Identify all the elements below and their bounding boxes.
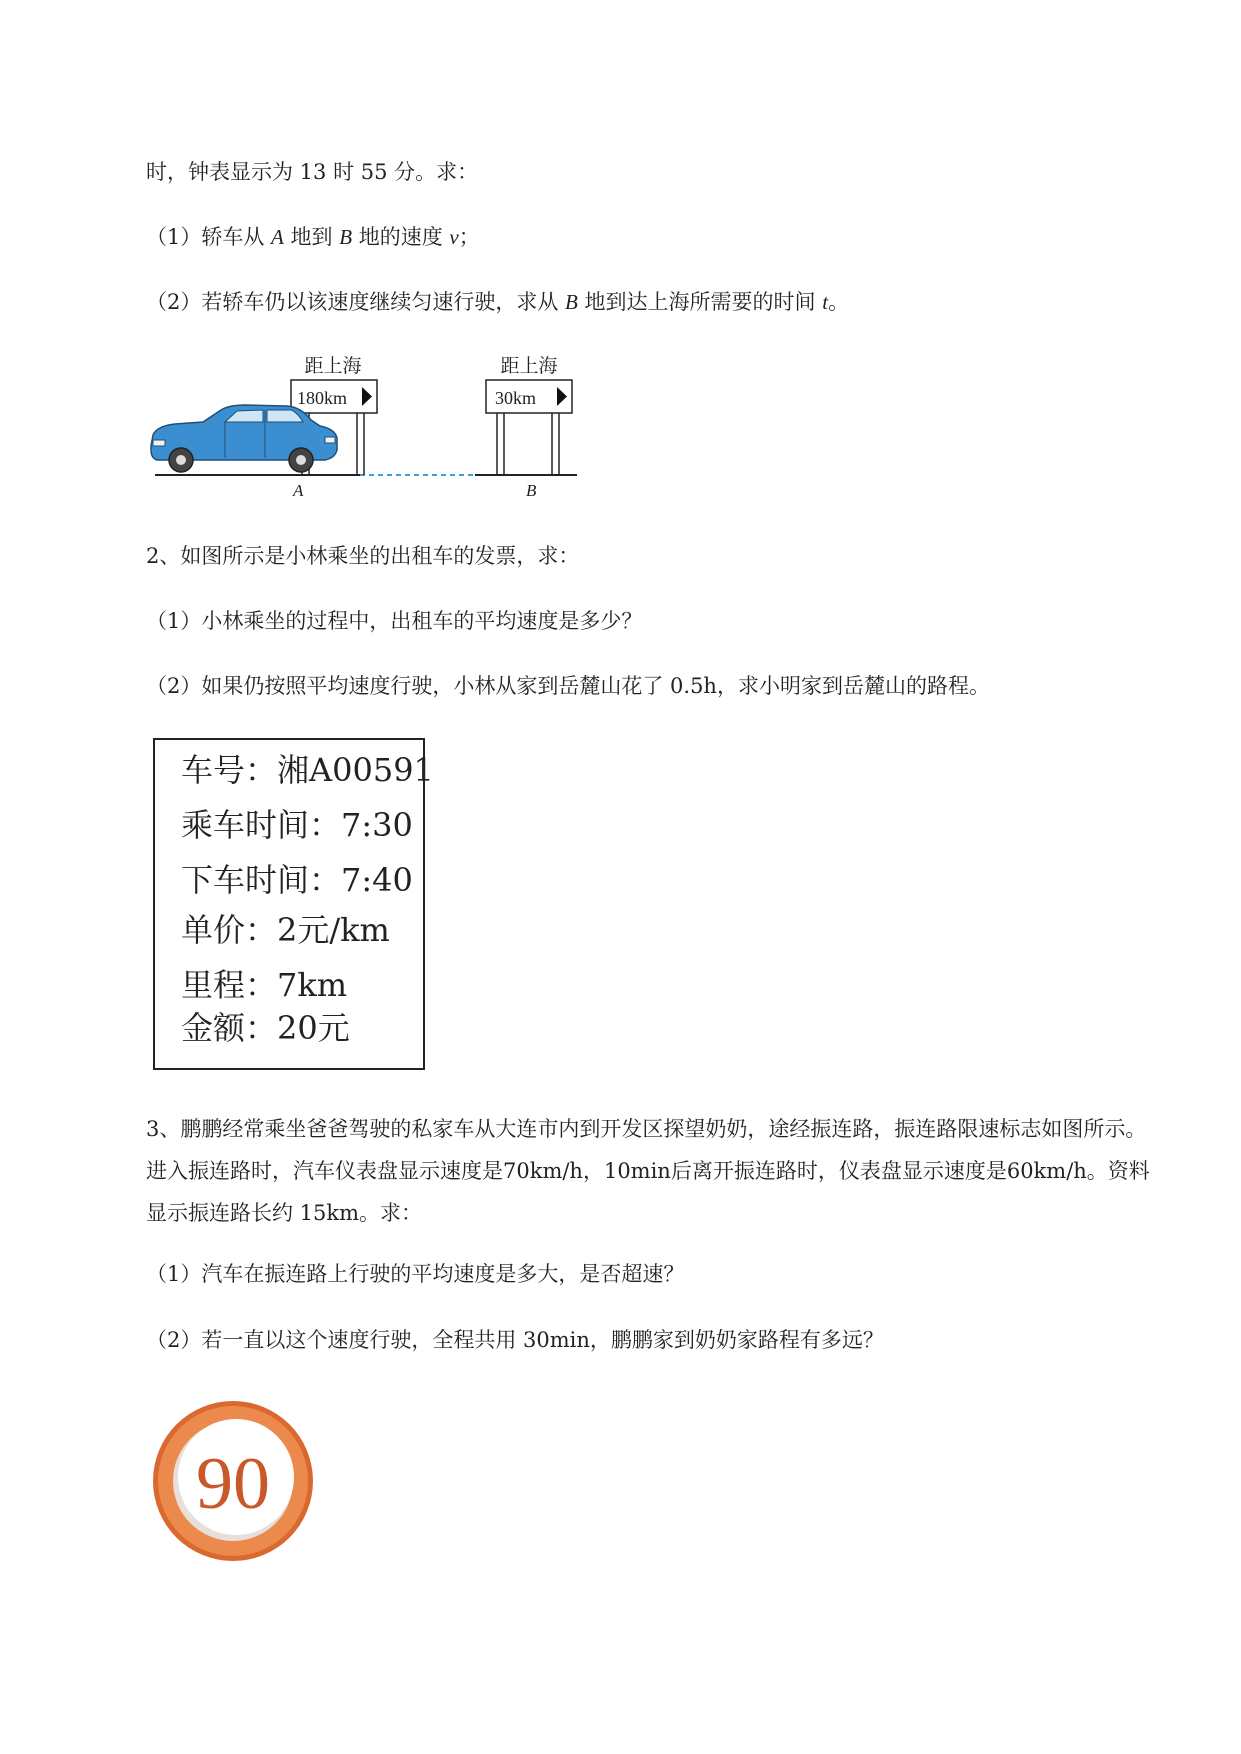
label-b: B xyxy=(526,481,537,500)
q1-sub1-text-c: 地的速度 xyxy=(352,225,450,249)
receipt-amount: 金额：20元 xyxy=(181,1009,350,1047)
label-a: A xyxy=(293,481,304,500)
q2-subquestion-1: （1）小林乘坐的过程中，出租车的平均速度是多少？ xyxy=(146,609,643,633)
q2-subquestion-2: （2）如果仍按照平均速度行驶，小林从家到岳麓山花了 0.5h，求小明家到岳麓山的路程。 xyxy=(146,674,990,698)
road-sign-b xyxy=(486,355,572,475)
q3-paragraph: 3、鹏鹏经常乘坐爸爸驾驶的私家车从大连市内到开发区探望奶奶，途经振连路，振连路限速标志如图所示。进入振连路时，汽车仪表盘显示速度是70km/h，10min后离开振连路时，仪表盘显示速度是60km/h。资料显示振连路长约 15km。求： xyxy=(146,1117,1150,1225)
q3-subquestion-2: （2）若一直以这个速度行驶，全程共用 30min，鹏鹏家到奶奶家路程有多远？ xyxy=(146,1328,884,1352)
q1-subquestion-2 xyxy=(146,288,849,316)
receipt-board-time: 乘车时间：7:30 xyxy=(181,806,413,844)
taxi-receipt xyxy=(153,738,434,1070)
receipt-alight-time: 下车时间：7:40 xyxy=(181,861,413,899)
q1-sub1-text-a: （1）轿车从 xyxy=(146,225,272,249)
q3-subquestion-1: （1）汽车在振连路上行驶的平均速度是多大，是否超速？ xyxy=(146,1262,685,1286)
sign-a-title: 距上海 xyxy=(304,355,362,377)
q1-subquestion-1 xyxy=(146,223,480,251)
car-road-sign-figure xyxy=(145,350,585,510)
speed-limit-sign xyxy=(150,1398,320,1568)
q1-sub1-var-b: B xyxy=(339,225,353,249)
receipt-unit-price: 单价：2元/km xyxy=(181,911,390,949)
q1-sub2-var-b: B xyxy=(565,290,578,314)
q1-sub2-text-b: 地到达上海所需要的时间 xyxy=(577,290,823,314)
sign-a-value: 180km xyxy=(297,388,348,408)
q1-sub1-end: ； xyxy=(458,225,480,249)
q1-line-text: 时，钟表显示为 13 时 55 分。求： xyxy=(146,160,479,184)
q1-sub2-end: 。 xyxy=(828,290,850,314)
q1-sub2-var-t: t xyxy=(822,290,829,314)
receipt-car-number: 车号：湘A00591 xyxy=(181,751,434,789)
q1-sub1-var-v: v xyxy=(449,225,459,249)
q2-title: 2、如图所示是小林乘坐的出租车的发票，求： xyxy=(146,544,580,568)
q1-continuation-line xyxy=(146,158,478,186)
sign-b-value: 30km xyxy=(495,388,537,408)
speed-limit-value: 90 xyxy=(196,1443,270,1525)
q1-sub2-text-a: （2）若轿车仍以该速度继续匀速行驶，求从 xyxy=(146,290,566,314)
q1-sub1-text-b: 地到 xyxy=(283,225,340,249)
q1-sub1-var-a: A xyxy=(271,225,284,249)
sign-b-title: 距上海 xyxy=(500,355,558,377)
receipt-mileage: 里程：7km xyxy=(181,966,348,1004)
